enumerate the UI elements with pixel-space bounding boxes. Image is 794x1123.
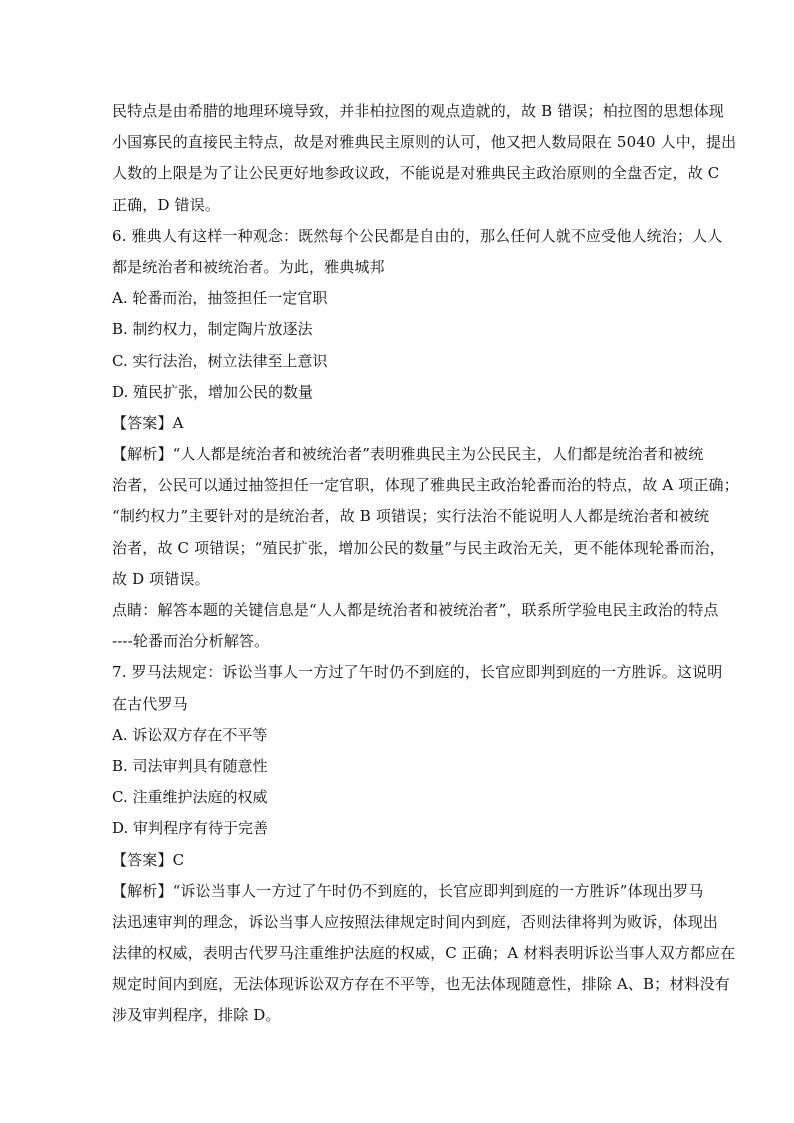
explanation-line: 【解析】“人人都是统治者和被统治者”表明雅典民主为公民民主，人们都是统治者和被统 (112, 445, 704, 464)
option-d: D. 审判程序有待于完善 (112, 819, 269, 838)
explanation-line: 故 D 项错误。 (112, 569, 210, 588)
explanation-line: 法迅速审判的理念，诉讼当事人应按照法律规定时间内到庭，否则法律将判为败诉，体现出 (112, 912, 719, 931)
question-7 (112, 657, 736, 1031)
document-page (112, 96, 739, 1032)
question-stem-line: 都是统治者和被统治者。为此，雅典城邦 (112, 257, 385, 276)
question-6 (112, 221, 739, 658)
answer-line: 【答案】A (112, 413, 184, 432)
text-line: 小国寡民的直接民主特点，故是对雅典民主原则的认可，他又把人数局限在 5040 人中，提出 (112, 133, 737, 152)
explanation-line: “制约权力”主要针对的是统治者，故 B 项错误；实行法治不能说明人人都是统治者和被统 (112, 507, 710, 526)
text-line: 民特点是由希腊的地理环境导致，并非柏拉图的观点造就的，故 B 错误；柏拉图的思想体现 (112, 102, 724, 120)
explanation-line: 治者，故 C 项错误；“殖民扩张，增加公民的数量”与民主政治无关，更不能体现轮番而治， (112, 538, 725, 557)
text-line: 人数的上限是为了让公民更好地参政议政，不能说是对雅典民主政治原则的全盘否定，故 C (112, 164, 720, 183)
comment-line: 点睛：解答本题的关键信息是“人人都是统治者和被统治者”，联系所学验电民主政治的特点 (112, 601, 719, 619)
option-c: C. 实行法治，树立法律至上意识 (112, 351, 328, 370)
question-stem-line: 6. 雅典人有这样一种观念：既然每个公民都是自由的，那么任何人就不应受他人统治；人人 (112, 226, 723, 245)
option-c: C. 注重维护法庭的权威 (112, 788, 268, 807)
question-stem-line: 7. 罗马法规定：诉讼当事人一方过了午时仍不到庭的，长官应即判到庭的一方胜诉。这说明 (112, 663, 723, 682)
option-a: A. 诉讼双方存在不平等 (112, 725, 268, 744)
text-line: 正确，D 错误。 (112, 195, 220, 214)
explanation-line: 规定时间内到庭，无法体现诉讼双方存在不平等，也无法体现随意性，排除 A、B；材料没有 (112, 975, 730, 994)
explanation-line: 治者，公民可以通过抽签担任一定官职，体现了雅典民主政治轮番而治的特点，故 A 项正确； (112, 476, 739, 495)
explanation-line: 法律的权威，表明古代罗马注重维护法庭的权威，C 正确；A 材料表明诉讼当事人双方都应在 (112, 944, 736, 963)
answer-line: 【答案】C (112, 850, 185, 869)
previous-explanation-tail (112, 96, 737, 221)
explanation-line: 涉及审判程序，排除 D。 (112, 1006, 281, 1025)
option-b: B. 司法审判具有随意性 (112, 756, 268, 775)
explanation-line: 【解析】“诉讼当事人一方过了午时仍不到庭的，长官应即判到庭的一方胜诉”体现出罗马 (112, 881, 704, 900)
comment-line: ----轮番而治分析解答。 (112, 632, 270, 651)
option-d: D. 殖民扩张，增加公民的数量 (112, 382, 314, 401)
option-b: B. 制约权力，制定陶片放逐法 (112, 320, 313, 339)
option-a: A. 轮番而治，抽签担任一定官职 (112, 289, 328, 308)
question-stem-line: 在古代罗马 (112, 694, 188, 713)
